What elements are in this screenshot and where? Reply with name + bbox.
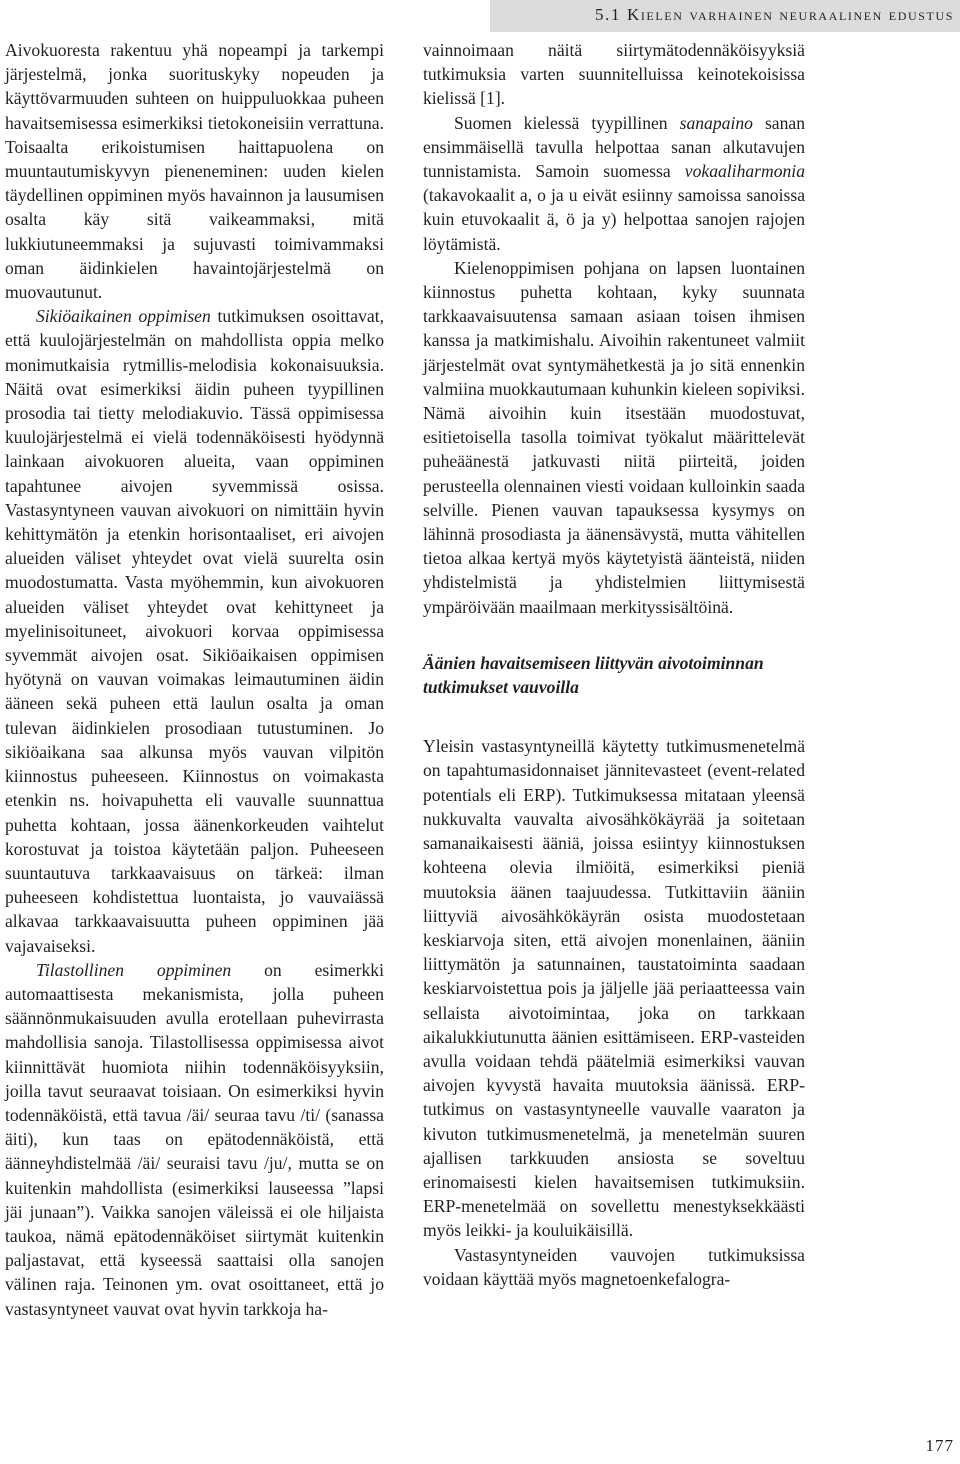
running-head: 5.1 Kielen varhainen neuraalinen edustus (595, 5, 954, 24)
paragraph: Suomen kielessä tyypillinen sanapaino sanan ensimmäisellä tavulla helpottaa sanan alkutavujen tunnistamista. Samoin suomessa vokaaliharmonia (takavokaalit a, o ja u eivät esiinny samoissa sanoissa kuin etuvokaalit ä, ö ja y) helpottaa sanojen rajojen löytämistä. (423, 112, 805, 254)
left-column (5, 38, 384, 1321)
italic-term: vokaaliharmonia (684, 161, 805, 182)
paragraph: Vastasyntyneiden vauvojen tutkimuksissa voidaan käyttää myös magnetoenkefalogra- (423, 1244, 805, 1289)
paragraph: Tilastollinen oppiminen on esimerkki automaattisesta mekanismista, jolla puheen säännönmukaisuuden avulla erotellaan puhevirrasta mahdollisia sanoja. Tilastollisessa oppimisessa aivot kiinnittävät huomiota niihin todennäköisyyksiin, joilla tavut seuraavat toisiaan. On esimerkiksi hyvin todennäköistä, että tavua /äi/ seuraa tavu /ti/ (sanassa äiti), kun taas on epätodennäköistä, että äänneyhdistelmää /äi/ seuraisi tavu /ju/, mutta se on kuitenkin mahdollista (esimerkiksi lauseessa ”lapsi jäi junaan”). Vaikka sanojen väleissä ei ole hiljaista taukoa, nämä epätodennäköiset siirtymät kuitenkin paljastavat, että kyseessä saattaisi olla sanojen välinen raja. Teinonen ym. ovat osoittaneet, että jo vastasyntyneet vauvat ovat hyvin tarkkoja ha- (5, 959, 384, 1319)
paragraph: Sikiöaikainen oppimisen tutkimuksen osoittavat, että kuulojärjestelmän on mahdollista oppia melko monimutkaisia rytmillis-melodisia kokonaisuuksia. Näitä ovat esimerkiksi äidin puheen tyypillinen prosodia tai tietty melodiakuvio. Tässä oppimisessa kuulojärjestelmä ei vielä todennäköisesti hyödynnä lainkaan aivokuoren alueita, vaan oppiminen tapahtunee aivojen syvemmissä osissa. Vastasyntyneen vauvan aivokuori on nimittäin hyvin kehittymätön ja etenkin horisontaaliset, eri aivojen alueiden väliset yhteydet ovat vielä suurelta osin muodostumatta. Vasta myöhemmin, kun aivokuoren alueiden väliset yhteydet ovat kehittyneet ja myelinisoituneet, aivokuori korvaa oppimisessa syvemmät aivojen osat. Sikiöaikaisen oppimisen hyötynä on vauvan voimakas leimautuminen äidin ääneen sekä puheen että laulun osalta ja oman tulevan äidinkielen prosodiaan tutustuminen. Jo sikiöaikana saa alkunsa myös vauvan vilpitön kiinnostus puheeseen. Kiinnostus on voimakasta etenkin ns. hoivapuhetta eli vauvalle suunnattua puhetta kohtaan, jossa äänenkorkeuden vaihtelut korostuvat ja toistoa käytetään paljon. Puheeseen suuntautuva tarkkaavaisuus on tärkeä: ilman puheeseen kohdistettua luontaista, jo vauvaiässä alkavaa tarkkaavaisuutta puheen oppiminen jää vajavaiseksi. (5, 306, 385, 956)
page-number: 177 (925, 1436, 954, 1455)
italic-term: Tilastollinen oppiminen (36, 959, 232, 980)
paragraph: vainnoimaan näitä siirtymätodennäköisyyksiä tutkimuksia varten suunnitelluissa keinotekoisissa kielissä [1]. (423, 40, 805, 109)
italic-term: sanapaino (679, 112, 753, 133)
italic-term: Sikiöaikainen oppimisen (36, 306, 211, 327)
paragraph: Kielenoppimisen pohjana on lapsen luontainen kiinnostus puhetta kohtaan, kyky suunnata tarkkaavaisuutensa samaan asiaan toisen ihmisen kanssa ja matkimishalu. Aivoihin rakentuneet valmiit järjestelmät ovat syntymähetkestä ja jo sitä ennenkin valmiina muokkautumaan kuhunkin kieleen sopiviksi. Nämä aivoihin kuin itsestään muodostuvat, esitietoisella tasolla toimivat työkalut määrittelevät puheäänestä jatkuvasti niitä piirteitä, joiden perusteella olennainen viesti voidaan kulloinkin saada selville. Pienen vauvan tapauksessa kysymys on lähinnä prosodiasta ja äänensävystä, mutta vähitellen tietoa alkaa kertyä myös käytetyistä äänteistä, niiden yhdistelmistä ja yhdistelmien liittymisestä ympäröivään maailmaan merkityssisältöinä. (423, 257, 805, 617)
paragraph: Yleisin vastasyntyneillä käytetty tutkimusmenetelmä on tapahtumasidonnaiset jännitevasteet (event-related potentials eli ERP). Tutkimuksessa mitataan yleensä nukkuvalta vauvalta aivosähkökäyrää ja soitetaan samanaikaisesti ääniä, joissa esiintyy kiinnostuksen kohteena olevia ilmiöitä, esimerkiksi pieniä muutoksia äänen taajuudessa. Tutkittaviin ääniin liittyviä aivosähkökäyrän osista muodostetaan keskiarvoja siten, että aivojen monenlainen, ääniin liittymätön ja satunnainen, taustatoiminta saadaan keskiarvoistettua pois ja jäljelle jää periaatteessa vain sellaista aivotoimintaa, joka on tarkkaan aikalukkiutunutta äänien esittämiseen. ERP-vasteiden avulla voidaan tehdä päätelmiä esimerkiksi vauvan aivojen kyvystä havaita muutoksia äänissä. ERP-tutkimus on vastasyntyneelle vauvalle vaaraton ja kivuton tutkimusmenetelmä, ja menetelmän suuren ajallisen tarkkuuden ansiosta se soveltuu erinomaisesti kielen havaitsemisen tutkimuksiin. ERP-menetelmää on sovellettu menestyksekkäästi myös leikki- ja kouluikäisillä. (423, 736, 805, 1241)
section-subheading: Äänien havaitsemiseen liittyvän aivotoiminnan tutkimukset vauvoilla (423, 652, 764, 698)
right-column (423, 38, 805, 1291)
running-head-band (490, 0, 960, 32)
paragraph: Aivokuoresta rakentuu yhä nopeampi ja tarkempi järjestelmä, jonka suorituskyky nopeuden ja käyttövarmuuden suhteen on huippuluokkaa puheen havaitsemisessa esimerkiksi tietokoneisiin verrattuna. Toisaalta erikoistumisen haittapuolena on muuntautumiskyvyn pieneneminen: uuden kielen täydellinen oppiminen myös havainnon ja lausumisen osalta käy sitä vaikeammaksi, mitä lukkiutuneemmaksi ja sujuvasti toimivammaksi oman äidinkielen havaintojärjestelmä on muovautunut. (5, 40, 384, 303)
